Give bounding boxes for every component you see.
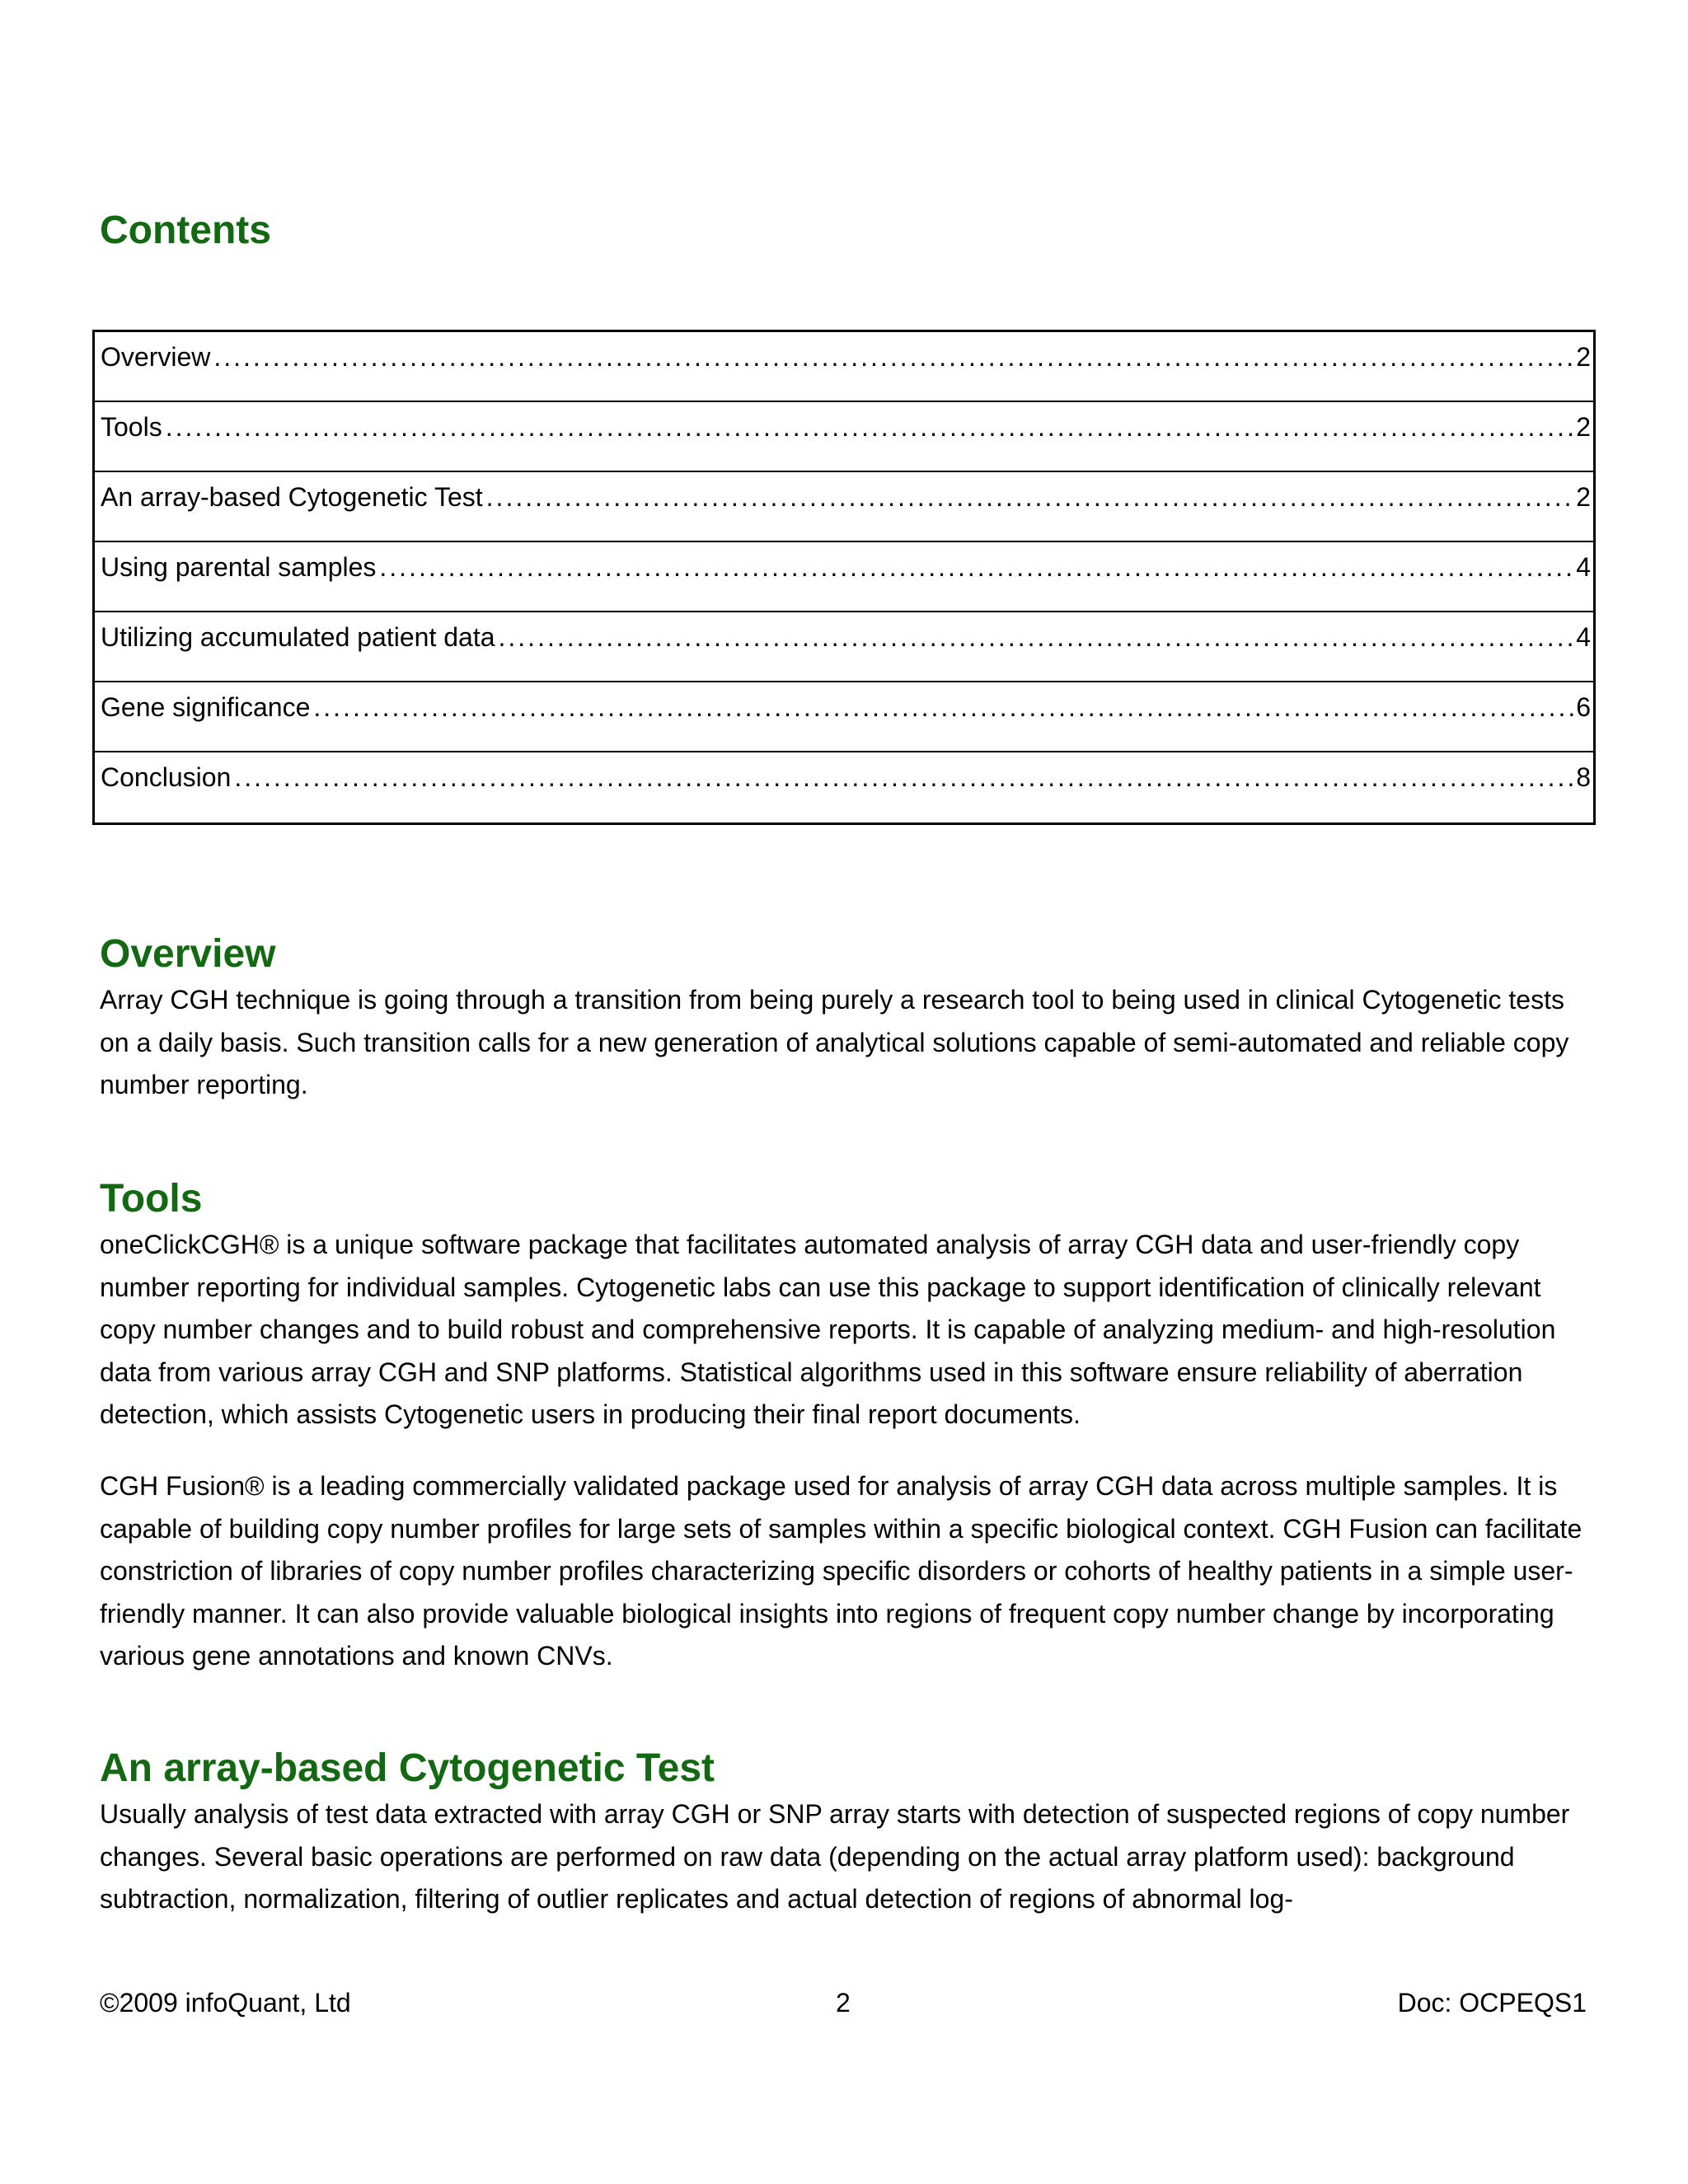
toc-leader-dots — [379, 551, 1574, 583]
tools-paragraph-cgh-fusion: CGH Fusion® is a leading commercially validated package used for analysis of array CGH data across multiple samples. It is capable of building copy number profiles for large sets of samples within a specific biological context. CGH Fusion can facilitate constriction of libraries of copy number profiles characterizing specific disorders or cohorts of healthy patients in a simple user-friendly manner. It can also provide valuable biological insights into regions of frequent copy number change by incorporating various gene annotations and known CNVs. — [100, 1471, 1582, 1671]
toc-entry-accumulated-data[interactable] — [95, 612, 1593, 682]
toc-entry-page: 2 — [1576, 412, 1591, 442]
toc-entry-page: 4 — [1576, 552, 1591, 582]
overview-paragraph: Array CGH technique is going through a transition from being purely a research tool to being used in clinical Cytogenetic tests on a daily basis. Such transition calls for a new generation of analytical solutions capable of semi-automated and reliable copy number reporting. — [100, 985, 1569, 1099]
toc-entry-tools[interactable] — [95, 402, 1593, 472]
table-of-contents — [92, 330, 1596, 825]
tools-paragraph-oneclickcgh: oneClickCGH® is a unique software package that facilitates automated analysis of array CGH data and user-friendly copy number reporting for individual samples. Cytogenetic labs can use this package to support identification of clinically relevant copy number changes and to build robust and comprehensive reports. It is capable of analyzing medium- and high-resolution data from various array CGH and SNP platforms. Statistical algorithms used in this software ensure reliability of aberration detection, which assists Cytogenetic users in producing their final report documents. — [100, 1230, 1556, 1429]
toc-entry-array-based-test[interactable] — [95, 472, 1593, 542]
overview-heading: Overview — [100, 932, 276, 976]
toc-entry-page: 4 — [1576, 622, 1591, 652]
toc-entry-title: An array-based Cytogenetic Test — [101, 482, 483, 512]
toc-entry-title: Overview — [101, 342, 211, 372]
footer-page-number: 2 — [836, 1988, 851, 2018]
toc-entry-page: 8 — [1576, 762, 1591, 792]
contents-heading: Contents — [100, 209, 271, 252]
toc-entry-title: Using parental samples — [101, 552, 377, 582]
toc-entry-title: Utilizing accumulated patient data — [101, 622, 495, 652]
toc-entry-page: 6 — [1576, 692, 1591, 722]
toc-entry-title: Gene significance — [101, 692, 311, 722]
tools-heading: Tools — [100, 1177, 203, 1221]
toc-entry-conclusion[interactable] — [95, 752, 1593, 823]
array-test-heading: An array-based Cytogenetic Test — [100, 1746, 715, 1790]
toc-entry-page: 2 — [1576, 482, 1591, 512]
toc-leader-dots — [499, 621, 1575, 654]
toc-leader-dots — [213, 340, 1574, 373]
toc-leader-dots — [234, 761, 1574, 794]
toc-entry-overview[interactable] — [95, 332, 1593, 402]
footer-copyright: ©2009 infoQuant, Ltd — [100, 1988, 351, 2018]
toc-entry-gene-significance[interactable] — [95, 682, 1593, 752]
toc-entry-parental-samples[interactable] — [95, 542, 1593, 612]
toc-leader-dots — [313, 691, 1574, 724]
footer-doc-id: Doc: OCPEQS1 — [1397, 1988, 1587, 2018]
toc-entry-title: Conclusion — [101, 762, 232, 792]
toc-entry-title: Tools — [101, 412, 162, 442]
toc-entry-page: 2 — [1576, 342, 1591, 372]
toc-leader-dots — [486, 480, 1575, 513]
toc-leader-dots — [166, 410, 1575, 443]
array-test-paragraph: Usually analysis of test data extracted with array CGH or SNP array starts with detection of suspected regions of copy number changes. Several basic operations are performed on raw data (depending on the actual array platform used): background subtraction, normalization, filtering of outlier replicates and actual detection of regions of abnormal log- — [100, 1799, 1570, 1914]
